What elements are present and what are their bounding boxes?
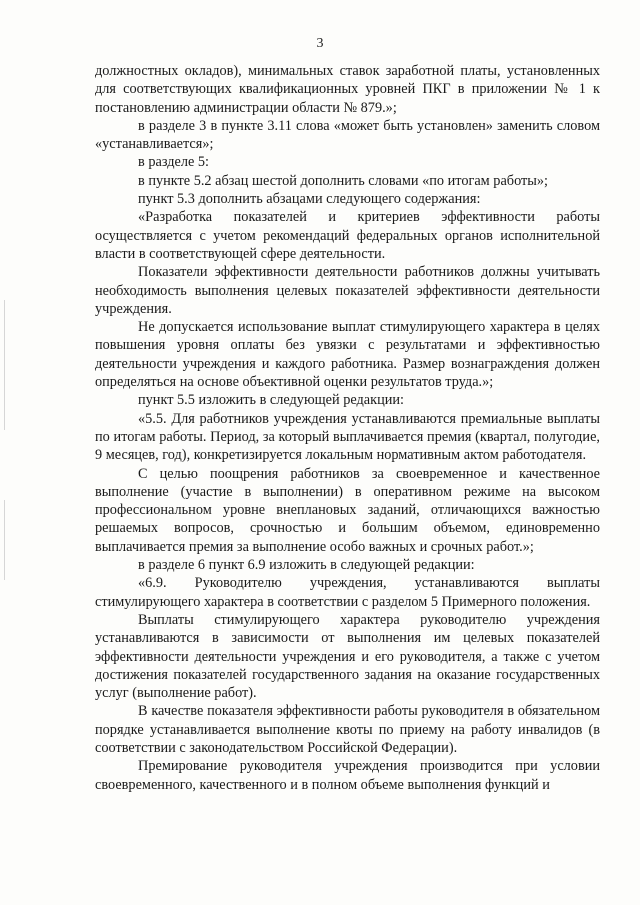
paragraph: Показатели эффективности деятельности работников должны учитывать необходимость выполнения целевых показателей эффективности деятельности учреждения. bbox=[95, 264, 600, 317]
scan-margin-mark bbox=[4, 500, 5, 580]
paragraph: Премирование руководителя учреждения производится при условии своевременного, качественного и в полном объеме выполнения функций и bbox=[95, 758, 600, 793]
paragraph: «Разработка показателей и критериев эффективности работы осуществляется с учетом рекомендаций федеральных органов исполнительной власти в соответствующей сфере деятельности. bbox=[95, 209, 600, 262]
paragraph: в разделе 3 в пункте 3.11 слова «может быть установлен» заменить словом «устанавливается»; bbox=[95, 117, 600, 153]
scan-margin-mark bbox=[4, 300, 5, 430]
paragraph: пункт 5.3 дополнить абзацами следующего содержания: bbox=[138, 191, 481, 208]
paragraph: в разделе 5: bbox=[138, 154, 210, 171]
paragraph: В качестве показателя эффективности работы руководителя в обязательном порядке устанавливается выполнение квоты по приему на работу инвалидов (в соответствии с законодательством Российской Федерации). bbox=[95, 703, 600, 756]
paragraph: пункт 5.5 изложить в следующей редакции: bbox=[138, 392, 405, 409]
paragraph: в разделе 6 пункт 6.9 изложить в следующей редакции: bbox=[138, 557, 475, 574]
paragraph: «5.5. Для работников учреждения устанавливаются премиальные выплаты по итогам работы. Период, за который выплачивается премия (квартал, полугодие, 9 месяцев, год), конкретизируется локальным нормативным актом работодателя. bbox=[95, 410, 600, 464]
paragraph: «6.9. Руководителю учреждения, устанавливаются выплаты стимулирующего характера в соответствии с разделом 5 Примерного положения. bbox=[95, 575, 600, 610]
page-number: 3 bbox=[316, 36, 324, 51]
paragraph-continuation: должностных окладов), минимальных ставок заработной платы, установленных для соответствующих квалификационных уровней ПКГ в приложении № 1 к постановлению администрации области № 879.»; bbox=[95, 63, 600, 116]
paragraph: Выплаты стимулирующего характера руководителю учреждения устанавливаются в зависимости от выполнения им целевых показателей эффективности деятельности учреждения и его руководителя, а также с учетом достижения показателей государственного задания на оказание государственных услуг (выполнение работ). bbox=[95, 611, 600, 702]
paragraph: С целью поощрения работников за своевременное и качественное выполнение (участие в выполнении) в оперативном режиме на высоком профессиональном уровне внеплановых заданий, отличающихся важностью решаемых вопросов, срочностью и большим объемом, единовременно выплачивается премия за выполнение особо важных и срочных работ.»; bbox=[95, 465, 600, 555]
paragraph: Не допускается использование выплат стимулирующего характера в целях повышения уровня оплаты без увязки с результатами и эффективностью деятельности учреждения и каждого работника. Размер вознаграждения должен определяться на основе объективной оценки результатов труда.»; bbox=[95, 319, 600, 391]
paragraph: в пункте 5.2 абзац шестой дополнить словами «по итогам работы»; bbox=[138, 172, 549, 189]
document-body bbox=[95, 62, 600, 794]
